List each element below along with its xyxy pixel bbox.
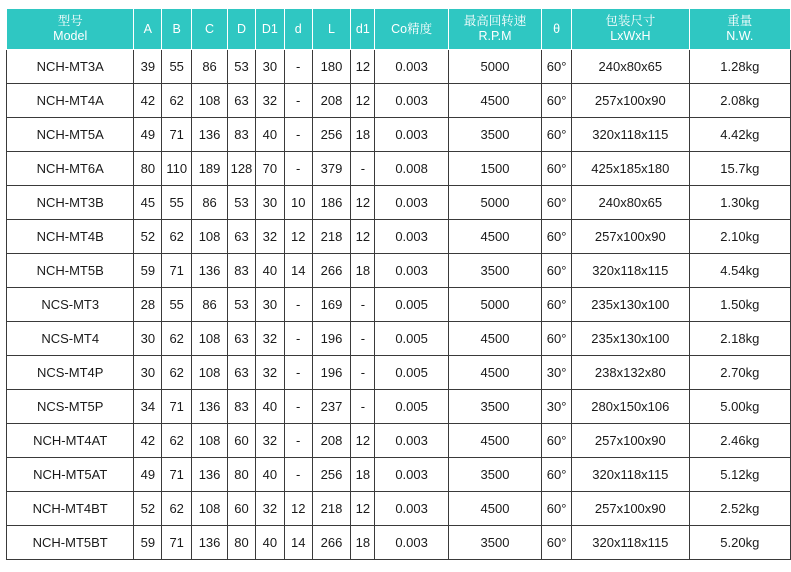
table-body [7,50,791,560]
table-row [7,84,791,118]
cell-package-size: 320x118x115 [572,526,690,560]
cell-d-lower: - [284,390,312,424]
cell-theta: 60° [542,424,572,458]
cell-d-upper: 80 [227,458,255,492]
cell-b: 55 [162,288,192,322]
cell-a: 52 [134,220,162,254]
cell-l: 237 [312,390,351,424]
cell-package-size: 320x118x115 [572,254,690,288]
cell-d1-upper: 40 [255,118,284,152]
cell-package-size: 235x130x100 [572,322,690,356]
spec-table [6,8,791,560]
cell-c: 108 [192,424,228,458]
cell-a: 59 [134,526,162,560]
cell-a: 30 [134,356,162,390]
cell-c: 136 [192,390,228,424]
cell-d1-lower: 12 [351,84,375,118]
cell-a: 52 [134,492,162,526]
cell-b: 62 [162,492,192,526]
cell-package-size: 425x185x180 [572,152,690,186]
table-row [7,356,791,390]
table-row [7,322,791,356]
cell-c: 136 [192,254,228,288]
cell-b: 71 [162,458,192,492]
table-row [7,254,791,288]
cell-d-upper: 60 [227,424,255,458]
table-row [7,288,791,322]
cell-rpm: 4500 [448,424,541,458]
cell-d1-upper: 40 [255,458,284,492]
cell-c: 108 [192,220,228,254]
cell-c: 136 [192,526,228,560]
cell-theta: 60° [542,288,572,322]
cell-d-lower: 12 [284,220,312,254]
cell-weight: 2.52kg [689,492,790,526]
cell-a: 30 [134,322,162,356]
cell-l: 256 [312,458,351,492]
header-package-en: LxWxH [610,29,651,43]
header-b: B [162,9,192,50]
cell-co-precision: 0.003 [375,84,449,118]
cell-weight: 2.18kg [689,322,790,356]
cell-a: 34 [134,390,162,424]
cell-a: 49 [134,458,162,492]
cell-rpm: 1500 [448,152,541,186]
cell-d-lower: - [284,152,312,186]
cell-weight: 2.10kg [689,220,790,254]
cell-c: 108 [192,356,228,390]
cell-d-lower: - [284,288,312,322]
cell-co-precision: 0.008 [375,152,449,186]
cell-theta: 60° [542,186,572,220]
cell-c: 136 [192,118,228,152]
cell-package-size: 240x80x65 [572,186,690,220]
cell-co-precision: 0.003 [375,50,449,84]
cell-co-precision: 0.005 [375,288,449,322]
header-rpm-en: R.P.M [478,29,512,43]
cell-theta: 60° [542,322,572,356]
cell-package-size: 280x150x106 [572,390,690,424]
table-header [7,9,791,50]
cell-d-upper: 83 [227,254,255,288]
cell-model: NCS-MT4 [7,322,134,356]
cell-co-precision: 0.003 [375,492,449,526]
cell-d1-upper: 32 [255,322,284,356]
cell-co-precision: 0.005 [375,356,449,390]
cell-d-lower: 14 [284,254,312,288]
cell-weight: 4.42kg [689,118,790,152]
cell-rpm: 3500 [448,254,541,288]
cell-d1-upper: 40 [255,390,284,424]
cell-weight: 5.00kg [689,390,790,424]
cell-d-lower: 14 [284,526,312,560]
cell-d1-lower: 12 [351,50,375,84]
cell-weight: 1.30kg [689,186,790,220]
cell-a: 28 [134,288,162,322]
cell-l: 266 [312,526,351,560]
table-row [7,390,791,424]
cell-theta: 60° [542,84,572,118]
cell-theta: 60° [542,492,572,526]
cell-theta: 30° [542,356,572,390]
cell-d-upper: 63 [227,220,255,254]
cell-d-upper: 128 [227,152,255,186]
cell-c: 86 [192,50,228,84]
cell-package-size: 240x80x65 [572,50,690,84]
cell-a: 45 [134,186,162,220]
cell-co-precision: 0.003 [375,220,449,254]
header-d-lower: d [284,9,312,50]
cell-l: 218 [312,492,351,526]
cell-c: 86 [192,186,228,220]
cell-d-lower: - [284,50,312,84]
header-theta: θ [542,9,572,50]
cell-d-upper: 83 [227,390,255,424]
cell-b: 71 [162,390,192,424]
cell-l: 256 [312,118,351,152]
cell-model: NCH-MT4B [7,220,134,254]
cell-co-precision: 0.005 [375,322,449,356]
cell-d1-upper: 40 [255,526,284,560]
cell-l: 208 [312,424,351,458]
cell-d1-upper: 30 [255,186,284,220]
table-row [7,186,791,220]
cell-model: NCH-MT4AT [7,424,134,458]
cell-rpm: 5000 [448,50,541,84]
cell-model: NCS-MT4P [7,356,134,390]
spec-table-container [6,8,791,560]
cell-d-lower: - [284,356,312,390]
cell-b: 55 [162,50,192,84]
cell-theta: 60° [542,254,572,288]
cell-d1-upper: 40 [255,254,284,288]
header-d-upper: D [227,9,255,50]
cell-b: 62 [162,356,192,390]
cell-c: 108 [192,322,228,356]
cell-model: NCH-MT6A [7,152,134,186]
cell-d1-lower: - [351,390,375,424]
cell-rpm: 4500 [448,84,541,118]
cell-theta: 30° [542,390,572,424]
table-row [7,424,791,458]
cell-d-upper: 60 [227,492,255,526]
cell-d-lower: - [284,458,312,492]
cell-d1-upper: 70 [255,152,284,186]
cell-c: 86 [192,288,228,322]
cell-l: 208 [312,84,351,118]
cell-weight: 2.08kg [689,84,790,118]
cell-theta: 60° [542,118,572,152]
header-rpm [448,9,541,50]
header-l: L [312,9,351,50]
cell-weight: 2.70kg [689,356,790,390]
cell-b: 71 [162,254,192,288]
cell-d-upper: 63 [227,322,255,356]
cell-weight: 15.7kg [689,152,790,186]
cell-rpm: 4500 [448,356,541,390]
cell-b: 55 [162,186,192,220]
cell-model: NCH-MT3B [7,186,134,220]
cell-model: NCH-MT5B [7,254,134,288]
table-row [7,492,791,526]
cell-d-upper: 80 [227,526,255,560]
header-a: A [134,9,162,50]
cell-b: 62 [162,424,192,458]
cell-d1-lower: 18 [351,118,375,152]
cell-b: 110 [162,152,192,186]
cell-a: 39 [134,50,162,84]
cell-b: 71 [162,526,192,560]
cell-d1-upper: 30 [255,50,284,84]
cell-d1-upper: 32 [255,220,284,254]
table-row [7,50,791,84]
cell-model: NCH-MT5BT [7,526,134,560]
cell-package-size: 235x130x100 [572,288,690,322]
cell-d1-lower: - [351,288,375,322]
cell-d-lower: - [284,84,312,118]
cell-a: 80 [134,152,162,186]
cell-l: 196 [312,322,351,356]
cell-b: 62 [162,84,192,118]
cell-d-lower: 12 [284,492,312,526]
cell-package-size: 320x118x115 [572,118,690,152]
cell-weight: 1.28kg [689,50,790,84]
cell-weight: 4.54kg [689,254,790,288]
cell-d1-lower: 18 [351,526,375,560]
cell-model: NCH-MT5AT [7,458,134,492]
cell-package-size: 257x100x90 [572,220,690,254]
cell-package-size: 320x118x115 [572,458,690,492]
cell-rpm: 3500 [448,118,541,152]
table-row [7,152,791,186]
header-c: C [192,9,228,50]
cell-d1-lower: 18 [351,254,375,288]
cell-a: 42 [134,84,162,118]
cell-c: 108 [192,84,228,118]
cell-package-size: 238x132x80 [572,356,690,390]
cell-rpm: 3500 [448,458,541,492]
table-row [7,220,791,254]
cell-theta: 60° [542,526,572,560]
cell-d1-upper: 30 [255,288,284,322]
header-rpm-cn: 最高回转速 [463,14,527,28]
cell-l: 196 [312,356,351,390]
cell-co-precision: 0.003 [375,118,449,152]
header-model-cn: 型号 [57,14,83,28]
cell-a: 59 [134,254,162,288]
cell-package-size: 257x100x90 [572,492,690,526]
cell-d1-upper: 32 [255,492,284,526]
cell-weight: 2.46kg [689,424,790,458]
cell-d1-lower: 18 [351,458,375,492]
cell-rpm: 5000 [448,288,541,322]
cell-d1-lower: 12 [351,186,375,220]
cell-l: 186 [312,186,351,220]
cell-co-precision: 0.003 [375,186,449,220]
cell-d1-upper: 32 [255,84,284,118]
cell-d1-lower: - [351,322,375,356]
table-row [7,458,791,492]
cell-a: 49 [134,118,162,152]
header-d1-lower: d1 [351,9,375,50]
cell-co-precision: 0.003 [375,254,449,288]
cell-d1-lower: 12 [351,220,375,254]
cell-c: 136 [192,458,228,492]
cell-l: 218 [312,220,351,254]
header-co-precision: Co精度 [375,9,449,50]
cell-l: 169 [312,288,351,322]
header-model [7,9,134,50]
cell-model: NCH-MT4A [7,84,134,118]
cell-co-precision: 0.003 [375,424,449,458]
header-row [7,9,791,50]
cell-d1-upper: 32 [255,356,284,390]
header-weight-en: N.W. [726,29,754,43]
cell-co-precision: 0.005 [375,390,449,424]
cell-rpm: 4500 [448,322,541,356]
cell-co-precision: 0.003 [375,526,449,560]
cell-d-upper: 53 [227,288,255,322]
cell-d-upper: 63 [227,356,255,390]
cell-theta: 60° [542,458,572,492]
table-row [7,526,791,560]
cell-d-upper: 53 [227,50,255,84]
cell-weight: 5.12kg [689,458,790,492]
header-weight-cn: 重量 [727,14,753,28]
cell-model: NCH-MT3A [7,50,134,84]
cell-d-upper: 53 [227,186,255,220]
cell-d1-lower: - [351,152,375,186]
cell-d-upper: 63 [227,84,255,118]
header-package-cn: 包装尺寸 [605,14,656,28]
cell-weight: 1.50kg [689,288,790,322]
cell-theta: 60° [542,152,572,186]
cell-d-lower: 10 [284,186,312,220]
cell-rpm: 4500 [448,492,541,526]
header-d1-upper: D1 [255,9,284,50]
cell-package-size: 257x100x90 [572,424,690,458]
cell-d-lower: - [284,424,312,458]
cell-b: 62 [162,220,192,254]
cell-package-size: 257x100x90 [572,84,690,118]
cell-d1-lower: 12 [351,492,375,526]
cell-weight: 5.20kg [689,526,790,560]
cell-c: 108 [192,492,228,526]
cell-d-upper: 83 [227,118,255,152]
cell-b: 62 [162,322,192,356]
cell-co-precision: 0.003 [375,458,449,492]
cell-theta: 60° [542,50,572,84]
cell-model: NCH-MT5A [7,118,134,152]
cell-rpm: 3500 [448,526,541,560]
cell-d1-lower: 12 [351,424,375,458]
header-weight [689,9,790,50]
cell-theta: 60° [542,220,572,254]
cell-rpm: 5000 [448,186,541,220]
cell-b: 71 [162,118,192,152]
cell-a: 42 [134,424,162,458]
cell-d-lower: - [284,322,312,356]
cell-d-lower: - [284,118,312,152]
header-model-en: Model [53,29,88,43]
cell-model: NCS-MT5P [7,390,134,424]
cell-l: 180 [312,50,351,84]
cell-d1-lower: - [351,356,375,390]
cell-model: NCH-MT4BT [7,492,134,526]
cell-l: 379 [312,152,351,186]
cell-d1-upper: 32 [255,424,284,458]
cell-rpm: 3500 [448,390,541,424]
cell-c: 189 [192,152,228,186]
header-package-size [572,9,690,50]
table-row [7,118,791,152]
cell-l: 266 [312,254,351,288]
cell-rpm: 4500 [448,220,541,254]
cell-model: NCS-MT3 [7,288,134,322]
